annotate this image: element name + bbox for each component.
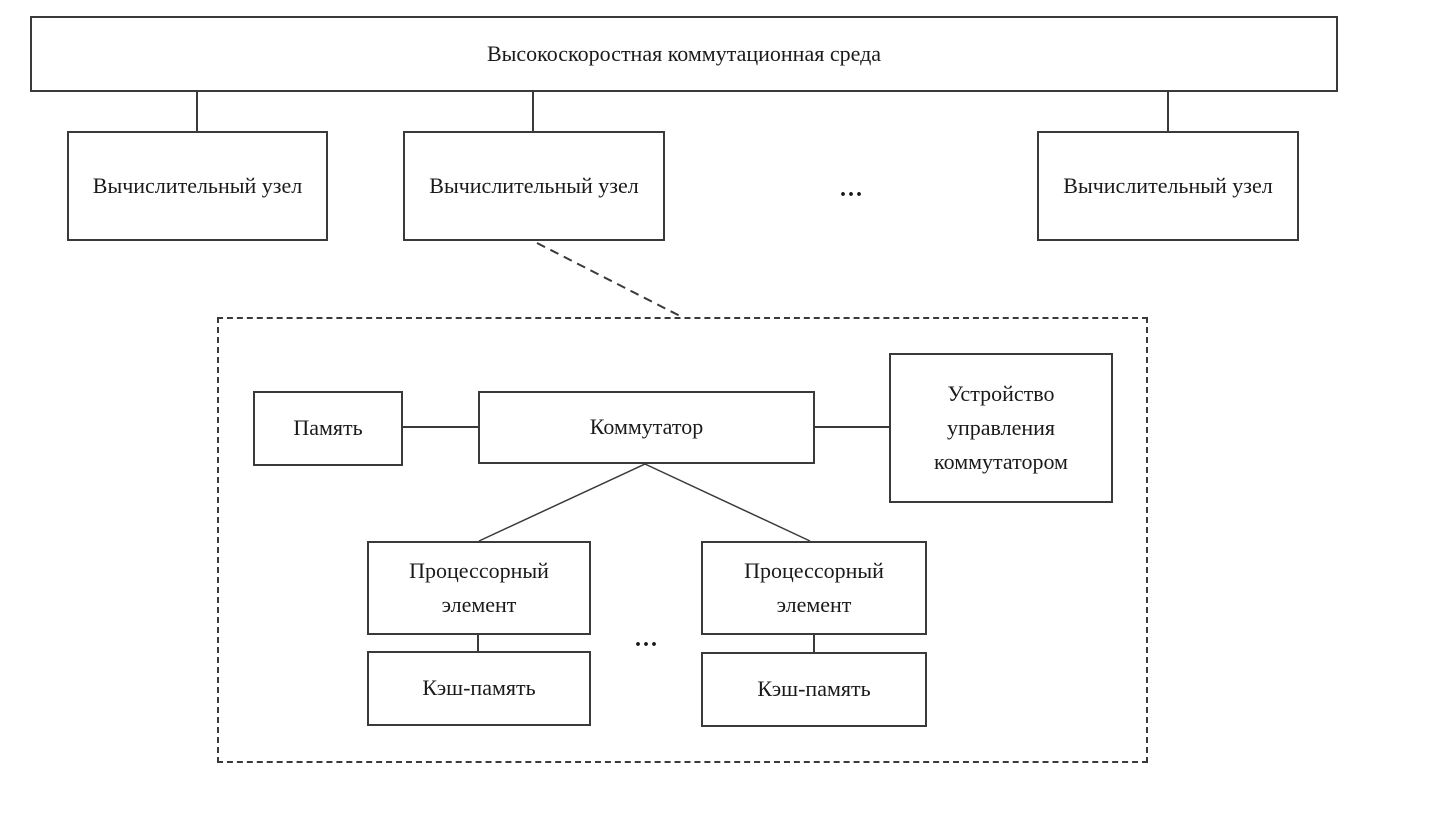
compute-node-label: Вычислительный узел bbox=[429, 172, 639, 198]
switch-controller-box bbox=[889, 353, 1113, 503]
compute-nodes-ellipsis: ... bbox=[840, 176, 864, 202]
compute-node-box-1 bbox=[67, 131, 328, 241]
switch-label: Коммутатор bbox=[589, 414, 704, 440]
processor-element-box-1 bbox=[367, 541, 591, 635]
processor-element-label: Процессорный элемент bbox=[744, 557, 884, 617]
switch-box bbox=[478, 391, 815, 464]
node-detail-dashed-line bbox=[537, 243, 682, 317]
switching-medium-label: Высокоскоростная коммутационная среда bbox=[486, 40, 882, 66]
processor-element-label: Процессорный элемент bbox=[409, 557, 549, 617]
cache-memory-box-1 bbox=[367, 651, 591, 726]
compute-node-label: Вычислительный узел bbox=[1063, 172, 1273, 198]
compute-node-box-2 bbox=[403, 131, 665, 241]
cache-memory-label: Кэш-память bbox=[422, 675, 536, 701]
processor-elements-ellipsis: ... bbox=[635, 626, 659, 652]
memory-box bbox=[253, 391, 403, 466]
processor-element-box-2 bbox=[701, 541, 927, 635]
compute-node-label: Вычислительный узел bbox=[92, 172, 303, 198]
cache-memory-box-2 bbox=[701, 652, 927, 727]
memory-label: Память bbox=[293, 415, 363, 441]
compute-node-box-3 bbox=[1037, 131, 1299, 241]
cache-memory-label: Кэш-память bbox=[757, 676, 871, 702]
switching-medium-box bbox=[30, 16, 1338, 92]
switch-controller-label: Устройство управления коммутатором bbox=[934, 380, 1068, 475]
